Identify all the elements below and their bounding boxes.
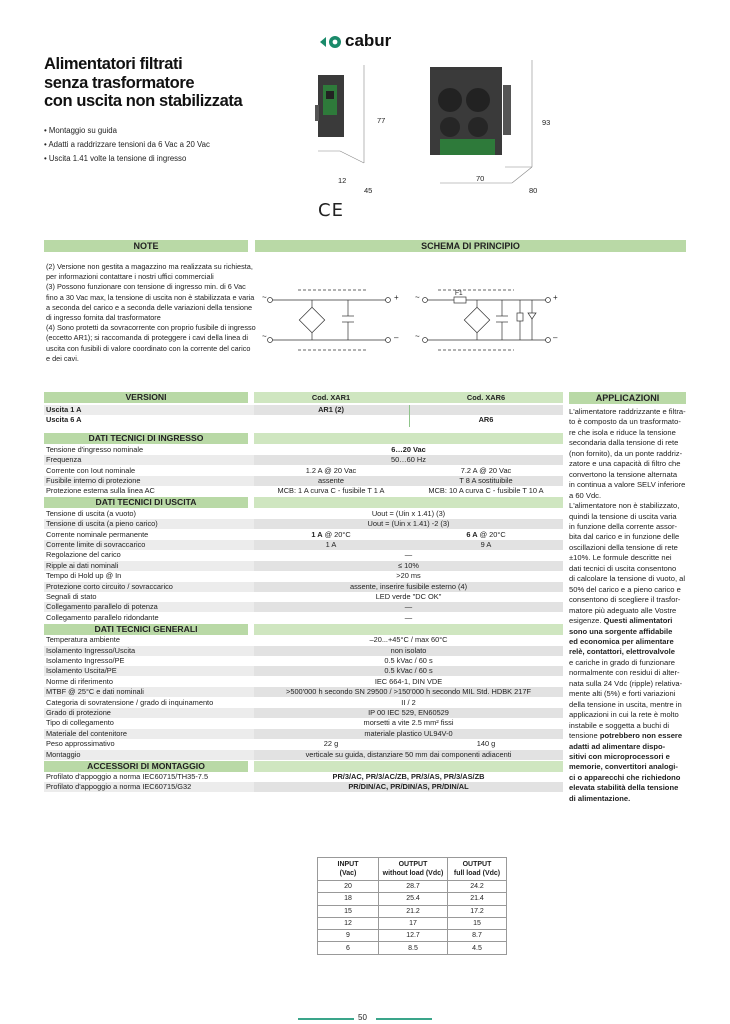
row-value-text: @ 20°C (477, 529, 506, 539)
section-header (44, 624, 563, 635)
row-label: Ripple ai dati nominali (46, 560, 119, 570)
schema-ac-terminal: ~ (262, 293, 267, 302)
brand-logo (318, 33, 418, 51)
output-table-cell: 20 (318, 881, 379, 893)
output-table-cell: 6 (318, 942, 379, 954)
row-value: 50…60 Hz (391, 455, 426, 465)
row-label: Segnali di stato (46, 592, 97, 601)
row-label: Regolazione del carico (46, 550, 121, 560)
row-label: Uscita 1 A (46, 405, 82, 414)
table-row (44, 592, 563, 602)
row-label: Collegamento parallelo di potenza (46, 602, 158, 612)
section-heading: DATI TECNICI DI USCITA (44, 497, 248, 508)
applications-text-segment: memorie, convertitori analogi- (569, 762, 678, 772)
ce-mark-icon: CE (318, 200, 344, 221)
applications-line (569, 637, 687, 647)
applications-line (569, 668, 687, 678)
section-header-band (254, 624, 563, 635)
applications-line (569, 407, 687, 417)
applications-text-segment: di alimentazione. (569, 793, 631, 803)
row-value: IEC 664-1, DIN VDE (374, 676, 443, 686)
applications-text-segment: bita dal carico e in funzione delle (569, 532, 680, 542)
applications-line (569, 731, 687, 741)
applications-text-segment: dati tecnici di uscita consentono (569, 563, 677, 573)
row-label: Corrente nominale permanente (46, 529, 149, 539)
output-table-cell: 24.2 (448, 881, 507, 893)
feature-item: • Adatti a raddrizzare tensioni da 6 Vac a 20 Vac (44, 140, 210, 149)
row-label: Isolamento Ingresso/Uscita (46, 645, 136, 655)
output-table-row (318, 905, 507, 917)
note-line: (3) Possono funzionare con tensione di ingresso min. di 6 Vac (46, 282, 246, 292)
table-row (44, 718, 563, 728)
applications-text-segment: ed economica per alimentare (569, 636, 674, 646)
section-header (44, 761, 563, 772)
row-label: Isolamento Ingresso/PE (46, 656, 125, 665)
row-value-text: 1 A (325, 540, 337, 549)
row-value-xar1 (254, 530, 408, 540)
versions-heading: VERSIONI (44, 392, 248, 403)
schema-plus-terminal: + (553, 293, 558, 302)
output-table-cell: 4.5 (448, 942, 507, 954)
applications-line (569, 627, 687, 637)
row-label: Tensione d'ingresso nominale (46, 444, 144, 454)
applications-text-segment: ci o apparecchi che richiedono (569, 772, 681, 782)
note-line: di ingresso fornita dal trasformatore (46, 313, 161, 323)
applications-text-segment: tensione (569, 731, 600, 741)
applications-text-segment: normalmente con residui di alter- (569, 668, 680, 678)
applications-line (569, 710, 687, 720)
row-value: verticale su guida, distanziare 50 mm dai componenti adiacenti (305, 749, 512, 759)
note-line: uscita con fusibili di valore coordinato con la corrente del carico (46, 343, 251, 353)
feature-item: • Montaggio su guida (44, 126, 117, 135)
applications-line (569, 595, 687, 605)
table-row (44, 550, 563, 560)
applications-text-segment: applicazioni in cui la rete è molto (569, 710, 679, 720)
applications-text-segment: sitivi con microprocessori e (569, 751, 670, 761)
applications-line (569, 647, 687, 657)
table-row (44, 729, 563, 739)
table-row (44, 635, 563, 645)
table-row (44, 509, 563, 519)
row-label: Corrente con Iout nominale (46, 465, 136, 475)
section-heading: DATI TECNICI DI INGRESSO (44, 433, 248, 444)
table-row (44, 656, 563, 666)
table-row (44, 561, 563, 571)
row-label: Corrente limite di sovraccarico (46, 540, 146, 549)
applications-text-segment: esigenze. (569, 616, 604, 626)
applications-line (569, 679, 687, 689)
applications-line (569, 574, 687, 584)
applications-line (569, 658, 687, 668)
row-value-xar1 (254, 476, 408, 486)
row-label: Frequenza (46, 455, 82, 465)
output-table-cell: 17.2 (448, 905, 507, 917)
applications-line (569, 501, 687, 511)
output-table-row (318, 942, 507, 954)
table-row (44, 613, 563, 623)
applications-text-segment: di calcolare la tensione di vuoto, al (569, 574, 686, 584)
row-value: Uout = (Uin x 1.41) (3) (371, 508, 446, 518)
applications-line (569, 532, 687, 542)
applications-text-segment: oscillazioni della tensione di rete (569, 542, 678, 552)
output-table-row (318, 917, 507, 929)
circuit-schematic (258, 285, 558, 355)
code-xar1: Cod. XAR1 (311, 393, 351, 402)
row-label: Fusibile interno di protezione (46, 476, 141, 485)
applications-text-segment: zatore e una capacità di filtro che (569, 459, 681, 469)
table-row (44, 445, 563, 455)
row-value-text: assente (318, 476, 344, 485)
row-label: Categoria di sovratensione / grado di inquinamento (46, 697, 214, 707)
versions-codes (254, 392, 563, 403)
output-table-cell: 12.7 (379, 930, 448, 942)
applications-line (569, 449, 687, 459)
schema-ac-terminal: ~ (415, 332, 420, 341)
row-value-text: 7.2 A @ 20 Vac (460, 465, 512, 475)
row-value: PR/3/AC, PR/3/AC/ZB, PR/3/AS, PR/3/AS/ZB (332, 772, 485, 781)
row-value: IP 00 IEC 529, EN60529 (368, 708, 449, 717)
versions-header (44, 392, 563, 403)
row-value: –20...+45°C / max 60°C (369, 635, 448, 645)
note-line: (2) Versione non gestita a magazzino ma realizzata su richiesta, (46, 262, 253, 271)
output-table-cell: 21.4 (448, 893, 507, 905)
output-table-cell: 18 (318, 893, 379, 905)
output-table-cell: 21.2 (379, 905, 448, 917)
applications-text (569, 407, 687, 804)
output-table-row (318, 930, 507, 942)
applications-line (569, 585, 687, 595)
dim-small-width: 12 (338, 176, 347, 185)
applications-text-segment: 50% del carico e a pieno carico e (569, 584, 681, 594)
applications-text-segment: elevata stabilità della tensione (569, 783, 679, 793)
applications-line (569, 553, 687, 563)
column-divider (409, 405, 410, 427)
dim-small-depth: 45 (364, 186, 373, 195)
output-table (317, 857, 507, 955)
row-label: Tensione di uscita (a vuoto) (46, 508, 136, 518)
applications-text-segment: mente alti (5%) e forti variazioni (569, 689, 676, 699)
row-value-text: @ 20°C (322, 529, 351, 539)
dim-large-width: 70 (476, 174, 485, 183)
row-value-text: 140 g (476, 739, 496, 749)
applications-line (569, 417, 687, 427)
row-value: >500'000 h secondo SN 29500 / >150'000 h secondo MIL Std. HDBK 217F (286, 687, 531, 697)
output-table-header: INPUT (Vac) (318, 858, 379, 881)
row-value: 6…20 Vac (391, 444, 426, 454)
output-table-cell: 28.7 (379, 881, 448, 893)
schema-minus-terminal: – (394, 333, 399, 342)
table-row (44, 486, 563, 496)
row-label: Tensione di uscita (a pieno carico) (46, 519, 158, 529)
applications-text-segment: (non fornito), da un ponte raddriz- (569, 448, 683, 458)
output-table-cell: 8.7 (448, 930, 507, 942)
note-line: e dei cavi. (46, 353, 79, 363)
row-value-text: MCB: 1 A curva C - fusibile T 1 A (277, 486, 385, 496)
row-value: morsetti a vite 2.5 mm² fissi (363, 718, 454, 728)
row-label: Tempo di Hold up @ In (46, 571, 122, 581)
table-row (44, 415, 563, 425)
note-line: (4) Sono protetti da sovracorrente con proprio fusibile di ingresso (46, 323, 256, 333)
applications-text-segment: consentono di scegliere il trasfor- (569, 595, 681, 605)
applications-text-segment: sono una sorgente affidabile (569, 626, 673, 636)
feature-list (44, 124, 210, 166)
row-label: Materiale del contenitore (46, 728, 127, 738)
table-row (44, 666, 563, 676)
schema-ac-terminal: ~ (415, 293, 420, 302)
applications-line (569, 459, 687, 469)
table-row (44, 476, 563, 486)
row-value-xar6 (409, 415, 563, 425)
table-row (44, 530, 563, 540)
dim-large-depth: 80 (529, 186, 538, 195)
applications-text-segment: Questi alimentatori (603, 616, 673, 626)
output-table-cell: 15 (448, 917, 507, 929)
row-value: Uout = (Uin x 1.41) -2 (3) (367, 519, 450, 529)
dim-large-height: 93 (542, 118, 551, 127)
title-line: Alimentatori filtrati (44, 55, 183, 73)
applications-text-segment: ±10%. Le formule descritte nei (569, 553, 672, 563)
note-line: per informazioni contattare i nostri uffici commerciali (46, 272, 214, 282)
schema-heading: SCHEMA DI PRINCIPIO (255, 240, 686, 252)
table-row (44, 698, 563, 708)
row-label: Profilato d'appoggio a norma IEC60715/TH35-7.5 (46, 772, 209, 781)
row-label: Protezione corto circuito / sovraccarico (46, 581, 173, 591)
row-value: — (404, 602, 413, 612)
applications-line (569, 773, 687, 783)
row-label: Peso approssimativo (46, 739, 115, 749)
applications-line (569, 480, 687, 490)
footer-rule-right (376, 1018, 432, 1020)
row-value-text: 22 g (323, 739, 339, 749)
applications-text-segment: L'alimentatore non è stabilizzato, (569, 501, 680, 511)
footer-rule-left (298, 1018, 354, 1020)
output-table-cell: 25.4 (379, 893, 448, 905)
applications-text-segment: matore più adeguato alle Vostre (569, 605, 677, 615)
row-value-xar6 (409, 466, 563, 476)
applications-text-segment: re che isola e riduce la tensione (569, 427, 676, 437)
applications-line (569, 783, 687, 793)
applications-line (569, 700, 687, 710)
section-header (44, 433, 563, 444)
applications-line (569, 564, 687, 574)
output-table-cell: 8.5 (379, 942, 448, 954)
table-row (44, 677, 563, 687)
row-value-text: MCB: 10 A curva C - fusibile T 10 A (428, 486, 544, 496)
row-label: Profilato d'appoggio a norma IEC60715/G32 (46, 782, 192, 792)
note-line: (eccetto AR1); si raccomanda di proteggere i cavi della linea di (46, 333, 248, 343)
table-row (44, 540, 563, 550)
row-value-xar1 (254, 486, 408, 496)
applications-text-segment: in funzione della corrente assor- (569, 521, 678, 531)
section-header-band (254, 497, 563, 508)
applications-text-segment: convertono la tensione alternata (569, 469, 678, 479)
row-value-xar1 (254, 466, 408, 476)
output-table-header: OUTPUT full load (Vdc) (448, 858, 507, 881)
applications-text-segment: a 60 Vdc. (569, 490, 602, 500)
applications-line (569, 606, 687, 616)
row-value-xar6 (409, 476, 563, 486)
applications-text-segment: nata sulla 24 Vdc (ripple) relativa- (569, 678, 683, 688)
table-row (44, 750, 563, 760)
applications-line (569, 470, 687, 480)
table-row (44, 455, 563, 465)
dim-small-height: 77 (377, 116, 386, 125)
row-label: Protezione esterna sulla linea AC (46, 486, 155, 496)
applications-text-segment: della tensione in uscita, mentre in (569, 699, 682, 709)
row-value: non isolato (390, 645, 427, 655)
table-row (44, 772, 563, 782)
section-heading: DATI TECNICI GENERALI (44, 624, 248, 635)
applications-text-segment: quindi la tensione di uscita varia (569, 511, 677, 521)
section-header-band (254, 433, 563, 444)
schema-minus-terminal: – (553, 333, 558, 342)
applications-line (569, 428, 687, 438)
note-line: fino a 30 Vac max, la tensione di uscita non è stabilizzata e varia (46, 292, 255, 302)
applications-text-segment: in continua a valore SELV inferiore (569, 480, 686, 490)
applications-text-segment: relè, contattori, elettrovalvole (569, 647, 675, 657)
applications-text-segment: instabile e soggetta a buchi di (569, 720, 670, 730)
applications-line (569, 752, 687, 762)
table-row (44, 571, 563, 581)
row-label: Norme di riferimento (46, 676, 113, 686)
row-value-xar6 (409, 486, 563, 496)
applications-text-segment: L'alimentatore raddrizzante e filtra- (569, 407, 686, 416)
applications-line (569, 512, 687, 522)
row-value: assente, inserire fusibile esterno (4) (349, 581, 468, 591)
table-row (44, 687, 563, 697)
schema-ac-terminal: ~ (262, 332, 267, 341)
row-value-text: 9 A (480, 540, 492, 549)
output-table-cell: 12 (318, 917, 379, 929)
applications-line (569, 762, 687, 772)
applications-line (569, 616, 687, 626)
feature-item: • Uscita 1.41 volte la tensione di ingresso (44, 154, 187, 163)
table-row (44, 582, 563, 592)
note-heading: NOTE (44, 240, 248, 252)
row-label: Uscita 6 A (46, 415, 82, 425)
title-line: senza trasformatore (44, 73, 195, 92)
row-value-xar1 (254, 540, 408, 550)
section-heading: ACCESSORI DI MONTAGGIO (44, 761, 248, 772)
output-table-cell: 17 (379, 917, 448, 929)
code-xar6: Cod. XAR6 (466, 393, 506, 402)
row-value-bold: 6 A (466, 529, 478, 539)
table-row (44, 405, 563, 415)
row-value-text: AR1 (2) (318, 405, 344, 414)
row-value: 0.5 kVac / 60 s (384, 656, 433, 665)
applications-line (569, 742, 687, 752)
row-value: PR/DIN/AC, PR/DIN/AS, PR/DIN/AL (348, 782, 469, 792)
applications-line (569, 721, 687, 731)
title-line: con uscita non stabilizzata (44, 92, 243, 110)
row-value-xar1 (254, 739, 408, 749)
row-value-xar6 (409, 530, 563, 540)
table-row (44, 602, 563, 612)
row-label: Tipo di collegamento (46, 718, 114, 728)
applications-line (569, 689, 687, 699)
schema-fuse-label: F1 (455, 290, 463, 297)
row-value: 0.5 kVac / 60 s (384, 666, 433, 676)
table-row (44, 519, 563, 529)
table-row (44, 739, 563, 749)
row-value: LED verde "DC OK" (375, 592, 442, 601)
applications-text-segment: e cariche in grado di funzionare (569, 657, 675, 667)
output-table-cell: 9 (318, 930, 379, 942)
schema-plus-terminal: + (394, 293, 399, 302)
applications-heading: APPLICAZIONI (569, 392, 686, 404)
applications-text-segment: potrebbero non essere (599, 731, 683, 741)
row-label: MTBF @ 25°C e dati nominali (46, 687, 144, 697)
applications-text-segment: adatti ad alimentare dispo- (569, 741, 666, 751)
applications-line (569, 543, 687, 553)
row-label: Grado di protezione (46, 708, 111, 717)
table-row (44, 782, 563, 792)
row-label: Montaggio (46, 749, 81, 759)
section-header-band (254, 761, 563, 772)
row-value: materiale plastico UL94V-0 (364, 728, 453, 738)
page-title (44, 55, 242, 111)
applications-text-segment: to è composto da un trasformato- (569, 417, 681, 427)
row-value: — (404, 612, 413, 622)
applications-line (569, 522, 687, 532)
row-label: Collegamento parallelo ridondante (46, 612, 159, 622)
section-header (44, 497, 563, 508)
brand-name: cabur (345, 31, 392, 50)
row-value-text: T 8 A sostituibile (459, 476, 513, 485)
table-row (44, 708, 563, 718)
applications-line (569, 794, 687, 804)
table-row (44, 646, 563, 656)
row-value-text: 1.2 A @ 20 Vac (305, 465, 357, 475)
output-table-row (318, 881, 507, 893)
row-value-xar1 (254, 405, 408, 415)
page-number: 50 (358, 1013, 367, 1022)
row-label: Temperatura ambiente (46, 635, 120, 645)
note-text (46, 262, 256, 364)
applications-line (569, 438, 687, 448)
row-value-xar6 (409, 540, 563, 550)
row-label: Isolamento Uscita/PE (46, 666, 117, 676)
row-value: >20 ms (396, 571, 421, 581)
table-row (44, 466, 563, 476)
row-value-bold: 1 A (311, 529, 323, 539)
note-line: a seconda del carico e a seconda delle variazioni della tensione (46, 302, 253, 312)
applications-text-segment: secondaria dalla tensione di rete (569, 438, 679, 448)
applications-line (569, 491, 687, 501)
row-value-text: AR6 (478, 415, 494, 425)
cabur-logo-icon (318, 34, 344, 50)
output-table-header: OUTPUT without load (Vdc) (379, 858, 448, 881)
output-table-row (318, 893, 507, 905)
row-value-xar6 (409, 739, 563, 749)
row-value: ≤ 10% (398, 560, 419, 570)
row-value: II / 2 (401, 697, 416, 707)
row-value: — (404, 550, 413, 560)
output-table-cell: 15 (318, 905, 379, 917)
